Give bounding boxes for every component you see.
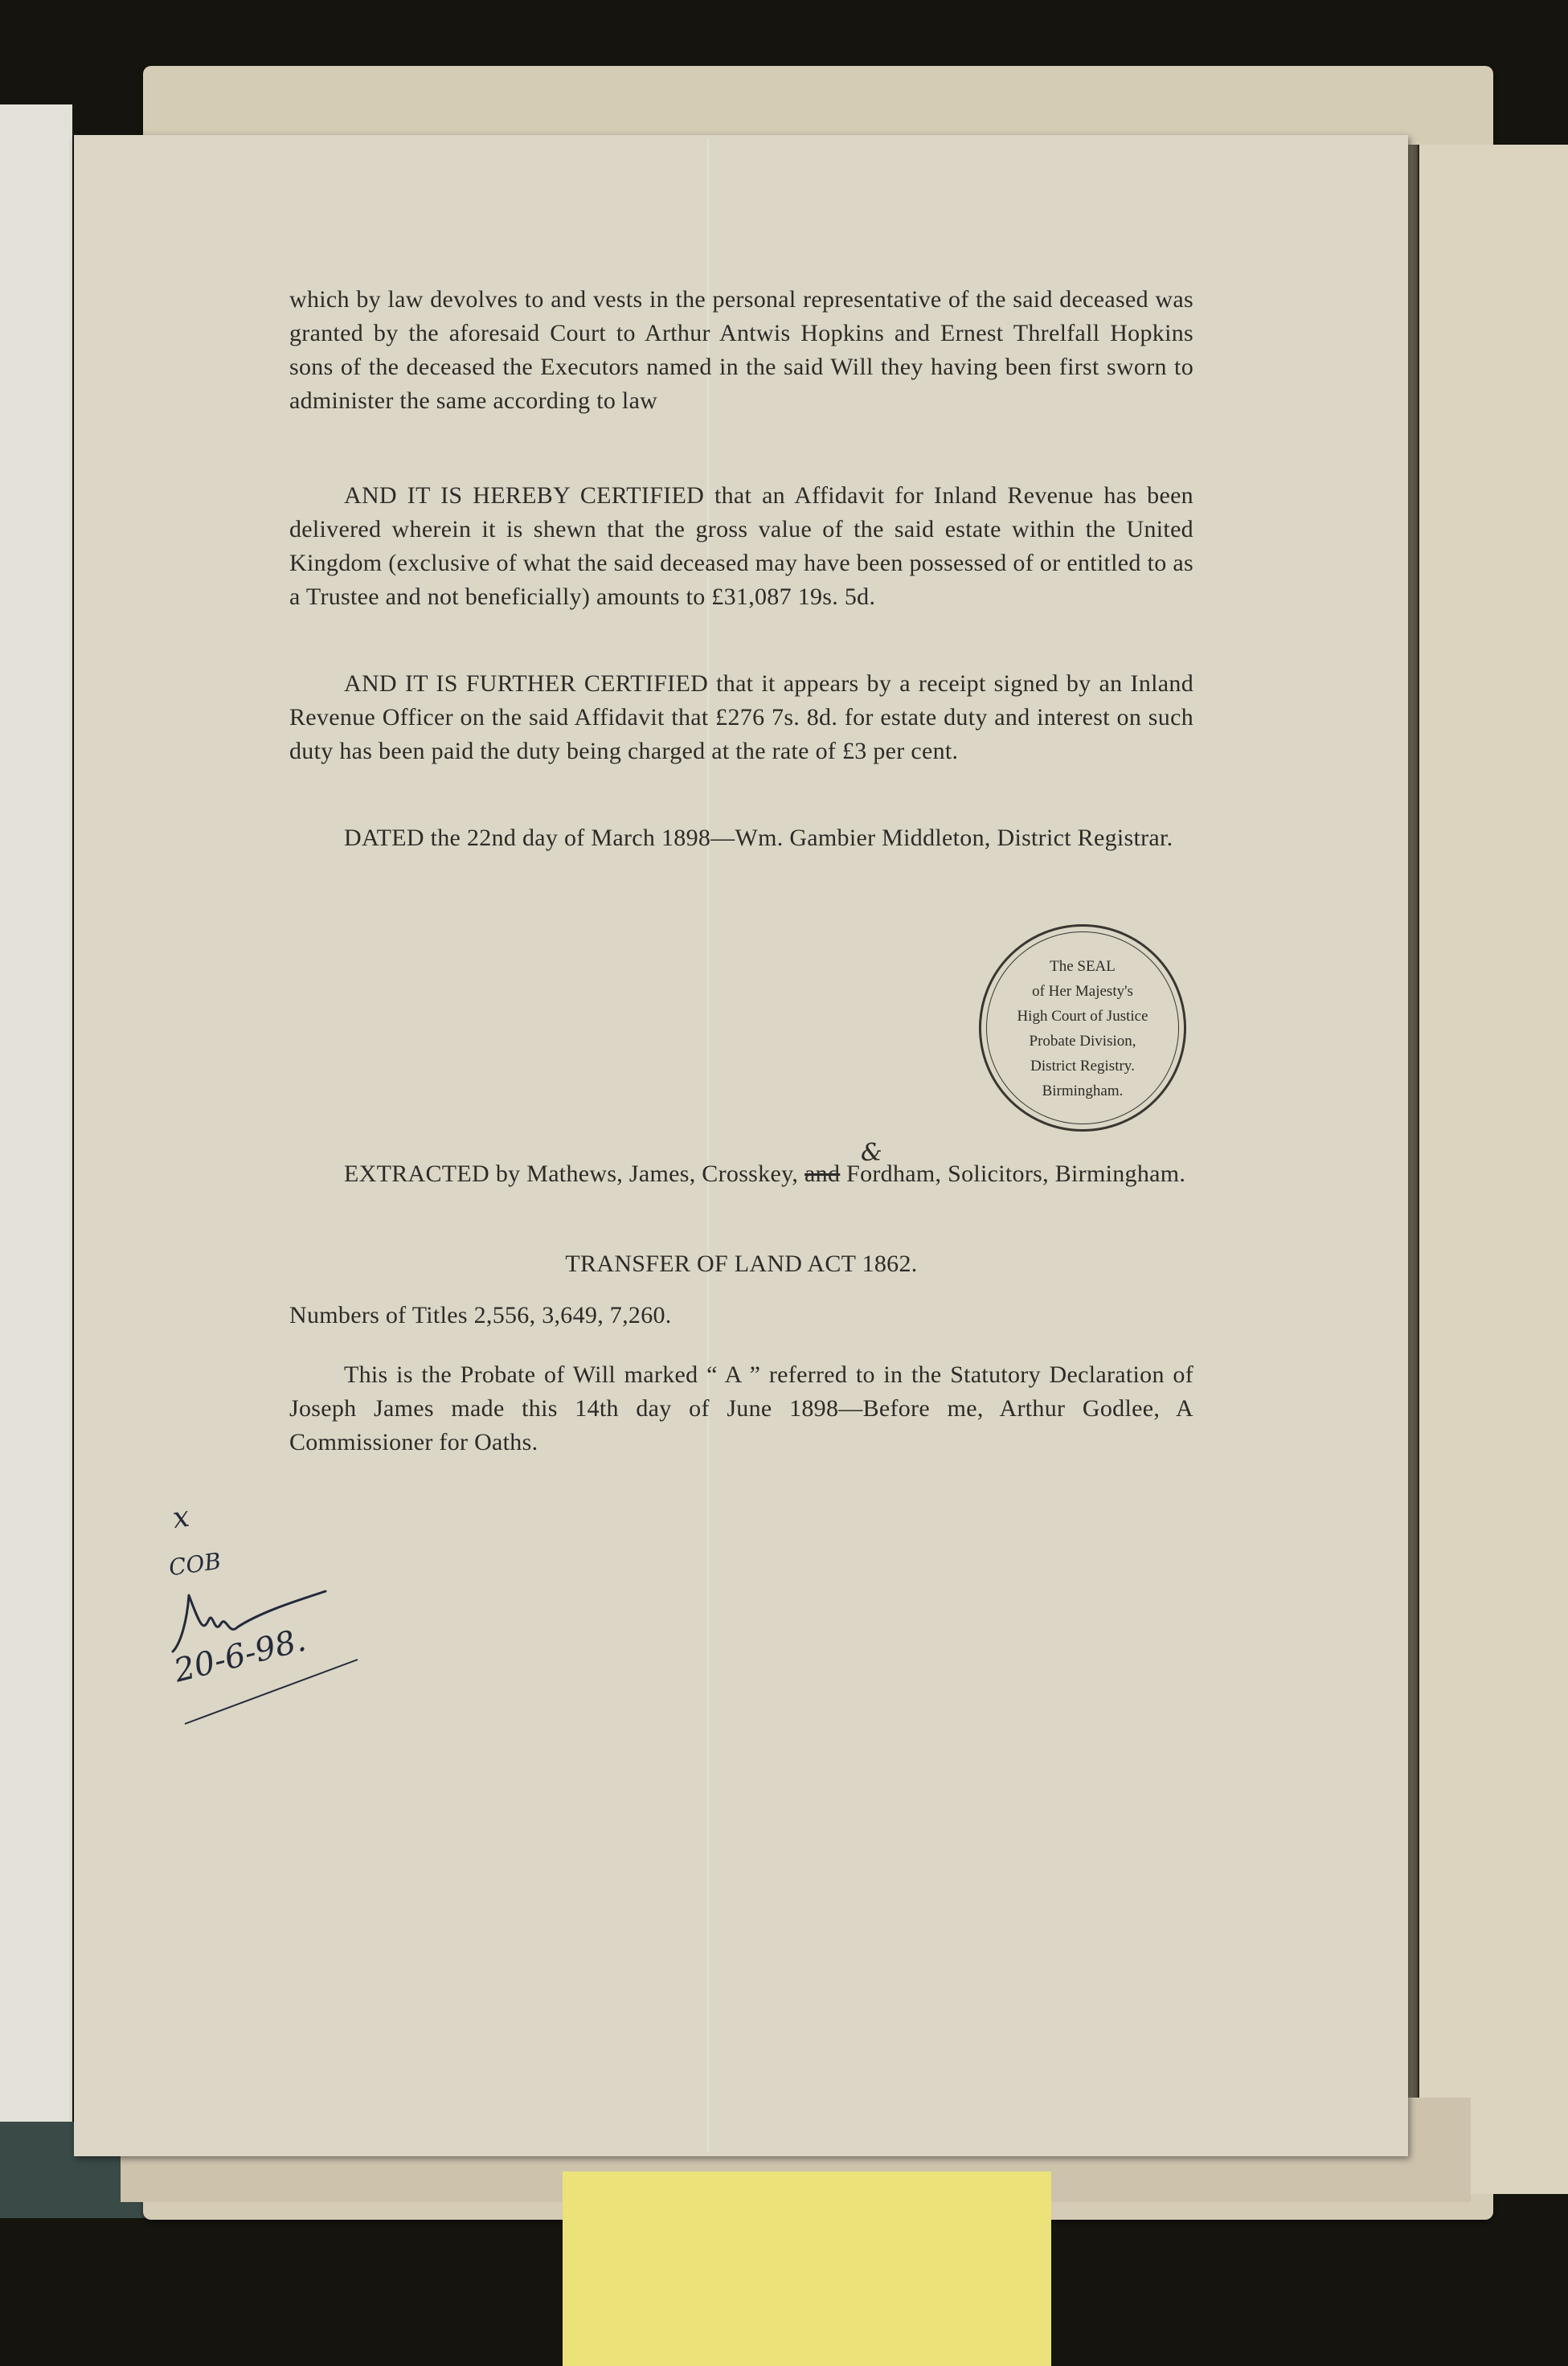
right-facing-sheet (1414, 145, 1568, 2194)
inserted-ampersand: & (861, 1139, 883, 1167)
handwritten-abbrev: COB (167, 1547, 223, 1582)
paragraph-dated: DATED the 22nd day of March 1898—Wm. Gambier Middleton, District Registrar. (344, 825, 1173, 851)
yellow-sticky-note (563, 2172, 1051, 2366)
paragraph-receipt: AND IT IS FURTHER CERTIFIED that it appears by a receipt signed by an Inland Revenue Officer on the said Affidavit that £276 7s. 8d. for estate duty and interest on such duty has been paid the duty being charged at the rate of £3 per cent. (289, 670, 1193, 764)
transfer-heading: TRANSFER OF LAND ACT 1862. (565, 1251, 918, 1277)
seal-line: of Her Majesty's (1032, 983, 1133, 1000)
extracted-after: Fordham, Solicitors, Birmingham. (846, 1160, 1186, 1187)
seal-line: District Registry. (1030, 1058, 1135, 1075)
seal-line: Birmingham. (1042, 1083, 1124, 1099)
struck-word: and & (804, 1160, 840, 1187)
paragraph-affidavit: AND IT IS HEREBY CERTIFIED that an Affidavit for Inland Revenue has been delivered wherein it is shewn that the gross value of the said estate within the United Kingdom (exclusive of what the said deceased may have been possessed of or entitled to as a Trustee and not beneficially) amounts to £31,087 19s. 5d. (289, 482, 1193, 610)
probate-page (74, 135, 1408, 2156)
court-seal (979, 924, 1186, 1132)
page-crease (707, 138, 709, 2151)
seal-line: High Court of Justice (1017, 1008, 1148, 1025)
paragraph-extracted (289, 1139, 1193, 1191)
extracted-before: EXTRACTED by Mathews, James, Crosskey, (344, 1160, 799, 1187)
left-backing-strip (0, 104, 72, 2162)
seal-line: Probate Division, (1029, 1033, 1136, 1050)
handwritten-underline (181, 1656, 366, 1728)
handwritten-mark: x (170, 1500, 192, 1536)
paragraph-declaration: This is the Probate of Will marked “ A ” referred to in the Statutory Declaration of Joseph James made this 14th day of June 1898—Before me, Arthur Godlee, A Commissioner for Oaths. (289, 1361, 1193, 1455)
handwritten-date: 20-6-98. (170, 1621, 310, 1690)
paragraph-grant: which by law devolves to and vests in the personal representative of the said deceased was granted by the aforesaid Court to Arthur Antwis Hopkins and Ernest Threlfall Hopkins sons of the deceased the Executors named in the said Will they having been first sworn to administer the same according to law (289, 286, 1193, 414)
seal-line: The SEAL (1050, 958, 1116, 975)
titles-line: Numbers of Titles 2,556, 3,649, 7,260. (289, 1302, 672, 1328)
